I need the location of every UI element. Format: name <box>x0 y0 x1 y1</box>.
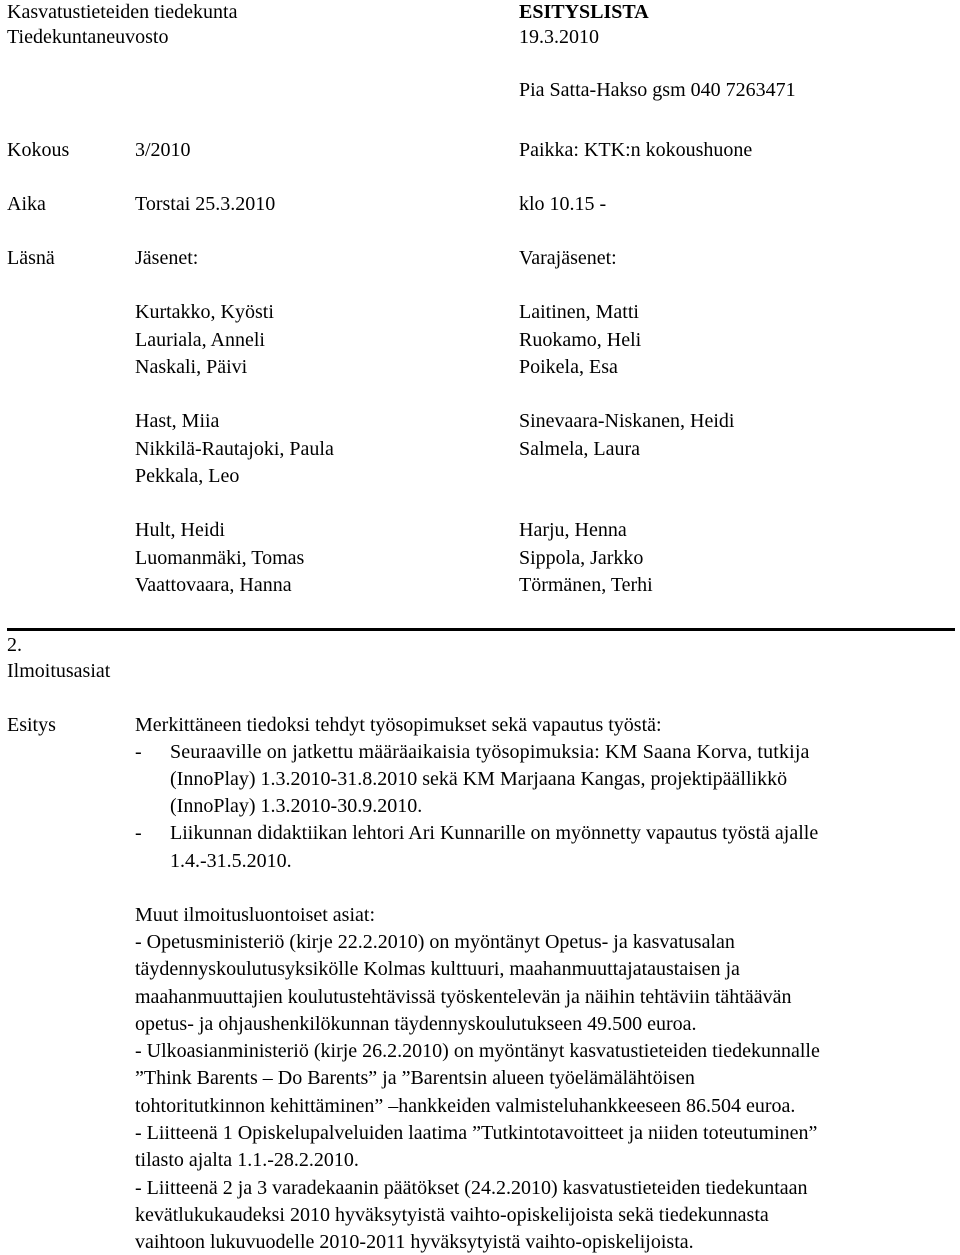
paragraph-line: täydennyskoulutusyksikölle Kolmas kulttuuri, maahanmuuttajataustaisen ja <box>135 958 740 980</box>
bullet-marker: - <box>135 741 142 763</box>
esitys-intro: Merkittäneen tiedoksi tehdyt työsopimukset sekä vapautus työstä: <box>135 714 662 736</box>
member: Luomanmäki, Tomas <box>135 547 305 569</box>
paragraph-line: tilasto ajalta 1.1.-28.2.2010. <box>135 1149 359 1171</box>
paragraph-line: maahanmuuttajien koulutustehtävissä työskentelevän ja näihin tehtäviin tähtäävän <box>135 986 792 1008</box>
paragraph-line: - Liitteenä 1 Opiskelupalveluiden laatima ”Tutkintotavoitteet ja niiden toteutuminen” <box>135 1122 818 1144</box>
paragraph-line: - Liitteenä 2 ja 3 varadekaanin päätökset (24.2.2010) kasvatustieteiden tiedekuntaan <box>135 1177 808 1199</box>
bullet-text-line: (InnoPlay) 1.3.2010-30.9.2010. <box>170 795 423 817</box>
paragraph-line: opetus- ja ohjaushenkilökunnan täydennyskoulutukseen 49.500 euroa. <box>135 1013 697 1035</box>
deputy: Salmela, Laura <box>519 438 641 460</box>
member: Hast, Miia <box>135 410 220 432</box>
member: Hult, Heidi <box>135 519 225 541</box>
deputy: Sippola, Jarkko <box>519 547 644 569</box>
deputy: Ruokamo, Heli <box>519 329 642 351</box>
member: Kurtakko, Kyösti <box>135 301 274 323</box>
document-type: ESITYSLISTA <box>519 1 649 23</box>
member: Naskali, Päivi <box>135 356 248 378</box>
lasna-label: Läsnä <box>7 247 55 269</box>
paragraph-line: vaihtoon lukuvuodelle 2010-2011 hyväksytyistä vaihto-opiskelijoista. <box>135 1231 694 1253</box>
member: Vaattovaara, Hanna <box>135 574 292 596</box>
esitys-label: Esitys <box>7 714 56 736</box>
kokous-value: 3/2010 <box>135 139 191 161</box>
document-date: 19.3.2010 <box>519 26 599 48</box>
members-label: Jäsenet: <box>135 247 199 269</box>
paragraph-line: tohtoritutkinnon kehittäminen” –hankkeiden valmisteluhankkeeseen 86.504 euroa. <box>135 1095 796 1117</box>
bullet-text-line: 1.4.-31.5.2010. <box>170 850 292 872</box>
deputy: Törmänen, Terhi <box>519 574 653 596</box>
other-announcements-title: Muut ilmoitusluontoiset asiat: <box>135 904 375 926</box>
contact-person: Pia Satta-Hakso gsm 040 7263471 <box>519 79 796 101</box>
paragraph-line: kevätlukukaudeksi 2010 hyväksytyistä vaihto-opiskelijoista sekä tiedekunnasta <box>135 1204 769 1226</box>
member: Nikkilä-Rautajoki, Paula <box>135 438 334 460</box>
deputies-label: Varajäsenet: <box>519 247 617 269</box>
faculty-name: Kasvatustieteiden tiedekunta <box>7 1 238 23</box>
section-title: Ilmoitusasiat <box>7 660 111 682</box>
aika-label: Aika <box>7 193 46 215</box>
paragraph-line: - Opetusministeriö (kirje 22.2.2010) on myöntänyt Opetus- ja kasvatusalan <box>135 931 735 953</box>
member: Lauriala, Anneli <box>135 329 265 351</box>
aika-value: Torstai 25.3.2010 <box>135 193 276 215</box>
deputy: Sinevaara-Niskanen, Heidi <box>519 410 735 432</box>
meeting-place: Paikka: KTK:n kokoushuone <box>519 139 753 161</box>
bullet-text-line: Liikunnan didaktiikan lehtori Ari Kunnarille on myönnetty vapautus työstä ajalle <box>170 822 819 844</box>
council-name: Tiedekuntaneuvosto <box>7 26 169 48</box>
member: Pekkala, Leo <box>135 465 240 487</box>
kokous-label: Kokous <box>7 139 70 161</box>
bullet-text-line: Seuraaville on jatkettu määräaikaisia työsopimuksia: KM Saana Korva, tutkija <box>170 741 810 763</box>
section-number: 2. <box>7 634 22 656</box>
deputy: Laitinen, Matti <box>519 301 639 323</box>
deputy: Poikela, Esa <box>519 356 618 378</box>
deputy: Harju, Henna <box>519 519 627 541</box>
bullet-text-line: (InnoPlay) 1.3.2010-31.8.2010 sekä KM Marjaana Kangas, projektipäällikkö <box>170 768 788 790</box>
paragraph-line: ”Think Barents – Do Barents” ja ”Barentsin alueen työelämälähtöisen <box>135 1067 695 1089</box>
section-divider <box>7 628 955 631</box>
meeting-time: klo 10.15 - <box>519 193 607 215</box>
bullet-marker: - <box>135 822 142 844</box>
paragraph-line: - Ulkoasianministeriö (kirje 26.2.2010) on myöntänyt kasvatustieteiden tiedekunnalle <box>135 1040 820 1062</box>
